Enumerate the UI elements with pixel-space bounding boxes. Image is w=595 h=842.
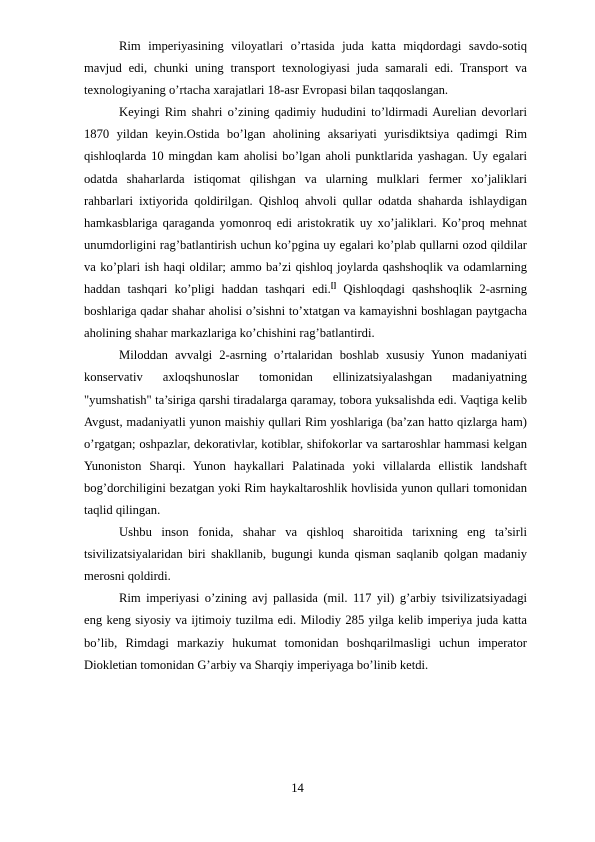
paragraph-text: Keyingi Rim shahri o’zining qadimiy hududini to’ldirmadi Aurelian devorlari 1870 yildan keyin.Ostida bo’lgan aholining aksariyati yurisdiktsiya qadimgi Rim qishloqlarda 10 mingdan kam aholisi bo’lgan aholi punktlarida yashagan. Uy egalari odatda shaharlarda istiqomat qilishgan va ularning mulklari fermer xo’jaliklari rahbarlari ixtiyorida qoldirilgan. Qishloq ahvoli qullar odatda shaharda ishlaydigan hamkasblariga qaraganda yomonroq edi aristokratik uy xo’jaliklari. Ko’proq mehnat unumdorligini rag’batlantirish uchun ko’pgina uy egalari ko’plab qullarni ozod qildilar va ko’plari ish haqi oldilar; ammo ba’zi qishloq joylarda qashshoqlik va odamlarning haddan tashqari ko’pligi haddan tashqari edi.	[84, 105, 527, 297]
page-number: 14	[291, 781, 304, 795]
paragraph-text: Rim imperiyasi o’zining avj pallasida (mil. 117 yil) g’arbiy tsivilizatsiyadagi eng keng siyosiy va ijtimoiy tuzilma edi. Milodiy 285 yilga kelib imperiya juda katta bo’lib, Rimdagi markaziy hukumat tomonidan boshqarilmasligi uchun imperator Diokletian tomonidan G’arbiy va Sharqiy imperiyaga bo’linib ketdi.	[84, 591, 527, 672]
paragraph-text: Miloddan avvalgi 2-asrning o’rtalaridan boshlab xususiy Yunon madaniyati konservativ axloqshunoslar tomonidan ellinizatsiyalashgan madaniyatning "yumshatish" ta’siriga qarshi tiradalarga qaramay, tobora yuksalishda edi. Vaqtiga kelib Avgust, madaniyatli yunon maishiy qullari Rim yoshlariga (ba’zan hatto qizlarga ham) o’rgatgan; oshpazlar, dekorativlar, kotiblar, shifokorlar va sartaroshlar hammasi kelgan Yunoniston Sharqi. Yunon haykallari Palatinada yoki villalarda ellistik landshaft bog’dorchiligini bezatgan yoki Rim haykaltaroshlik hovlisida yunon qullari tomonidan taqlid qilingan.	[84, 348, 527, 517]
paragraph-rome-city	[84, 101, 527, 344]
paragraph-civilization	[84, 521, 527, 587]
paragraph-text: Rim imperiyasining viloyatlari o’rtasida juda katta miqdordagi savdo-sotiq mavjud edi, chunki uning transport texnologiyasi juda samarali edi. Transport va texnologiyaning o’rtacha xarajatlari 18-asr Evropasi bilan taqqoslangan.	[84, 39, 527, 98]
paragraph-greek-culture	[84, 344, 527, 521]
paragraph-trade	[84, 35, 527, 101]
paragraph-text-continued: Qishloqdagi qashshoqlik 2-asrning boshlariga qadar shahar aholisi o’sishni to’xtatgan va kamayishni boshlagan paytgacha aholining shahar markazlariga ko’chishini rag’batlantirdi.	[84, 282, 527, 341]
paragraph-empire	[84, 587, 527, 675]
body-text	[84, 35, 527, 676]
footnote-marker[interactable]: []	[330, 280, 337, 290]
paragraph-text: Ushbu inson fonida, shahar va qishloq sharoitida tarixning eng ta’sirli tsivilizatsiyalaridan biri shakllanib, bugungi kunda qisman saqlanib qolgan madaniy merosni qoldirdi.	[84, 525, 527, 584]
